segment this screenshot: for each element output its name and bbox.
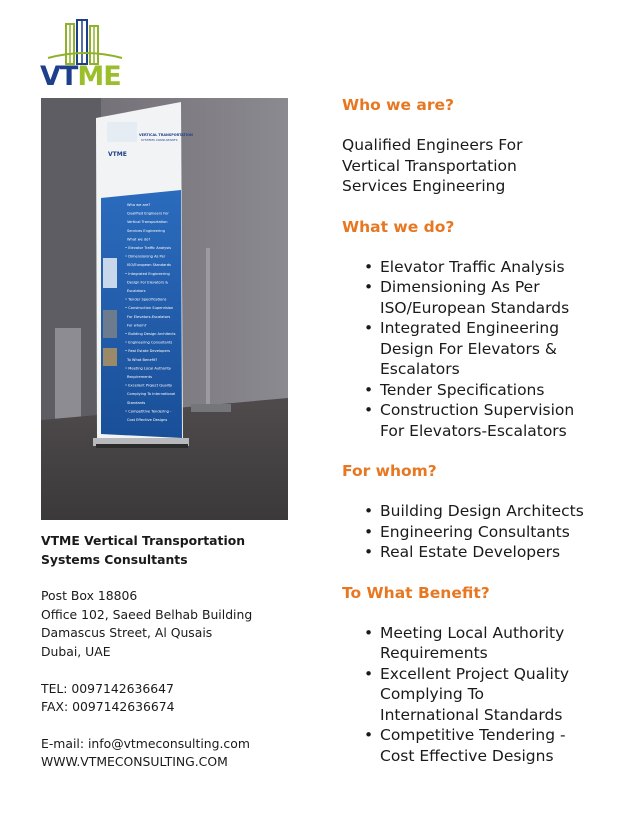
info-column bbox=[342, 95, 612, 766]
banner-text-line: Services Engineering bbox=[127, 228, 165, 233]
heading-whom: For whom? bbox=[342, 462, 437, 480]
banner-title-line2: SYSTEMS CONSULTANTS bbox=[141, 138, 178, 142]
banner-text-line: • Building Design Architects bbox=[125, 332, 176, 336]
address-line: Office 102, Saeed Belhab Building bbox=[41, 606, 253, 622]
list-item: • Engineering Consultants bbox=[342, 522, 612, 543]
vtme-logo bbox=[40, 18, 130, 92]
list-item: • Tender Specifications bbox=[342, 380, 612, 401]
fax: FAX: 0097142636674 bbox=[41, 699, 175, 715]
website-link[interactable]: WWW.VTMECONSULTING.COM bbox=[41, 754, 228, 770]
who-line: Services Engineering bbox=[342, 177, 506, 195]
banner-text-line: • Engineering Consultants bbox=[125, 340, 173, 345]
company-name-line1: VTME Vertical Transportation bbox=[41, 533, 246, 548]
banner-text-line: For Elevators-Escalators bbox=[127, 314, 171, 319]
list-item: • Construction Supervision For Elevators-Escalators bbox=[342, 400, 612, 441]
banner-text-line: • Tender Specifications bbox=[125, 297, 167, 302]
heading-what: What we do? bbox=[342, 217, 455, 236]
heading-benefit: To What Benefit? bbox=[342, 583, 490, 602]
logo-wordmark bbox=[40, 62, 130, 92]
banner-logo-text: VTME bbox=[108, 151, 127, 158]
logo-text-vt: VT bbox=[40, 61, 78, 92]
banner-text-line: For whom? bbox=[127, 323, 147, 328]
banner-text-line: To What Benefit? bbox=[127, 357, 158, 362]
banner-title-line1: VERTICAL TRANSPORTATION bbox=[139, 133, 193, 137]
banner-text-line: Who we are? bbox=[127, 203, 151, 207]
who-description bbox=[342, 135, 612, 197]
address-line: Damascus Street, Al Qusais bbox=[41, 625, 213, 641]
company-name-line2: Systems Consultants bbox=[41, 551, 188, 567]
list-item: • Competitive Tendering - Cost Effective Designs bbox=[342, 725, 612, 766]
banner-text-line: • Competitive Tendering - bbox=[125, 409, 172, 414]
address-line: Post Box 18806 bbox=[41, 588, 138, 604]
banner-text-line: Complying To International bbox=[127, 392, 176, 397]
banner-photo-image bbox=[41, 98, 288, 520]
banner-text-line: Standards bbox=[127, 400, 146, 405]
who-line: Vertical Transportation bbox=[342, 156, 517, 175]
list-item: • Elevator Traffic Analysis bbox=[342, 257, 612, 278]
what-list bbox=[342, 257, 612, 442]
banner-text-line: Cost Effective Designs bbox=[127, 418, 168, 422]
banner-photo bbox=[41, 98, 288, 520]
banner-text-line: Design For Elevators & bbox=[127, 280, 169, 285]
list-item: • Building Design Architects bbox=[342, 501, 612, 522]
list-item: • Dimensioning As Per ISO/European Standards bbox=[342, 277, 612, 318]
banner-text-line: • Elevator Traffic Analysis bbox=[125, 246, 172, 250]
banner-text-line: • Excellent Project Quality bbox=[125, 383, 173, 388]
banner-text-line: ISO/European Standards bbox=[127, 263, 171, 268]
logo-text-me: ME bbox=[77, 61, 121, 92]
banner-text-line: Vertical Transportation bbox=[127, 220, 168, 225]
list-item: • Meeting Local Authority Requirements bbox=[342, 623, 612, 664]
list-item: • Integrated Engineering Design For Elevators & Escalators bbox=[342, 318, 612, 380]
address-line: Dubai, UAE bbox=[41, 643, 111, 659]
list-item: • Real Estate Developers bbox=[342, 542, 612, 563]
banner-text-line: • Dimensioning As Per bbox=[125, 254, 166, 259]
whom-list bbox=[342, 501, 612, 563]
banner-text-line: Escalators bbox=[127, 289, 146, 293]
telephone: TEL: 0097142636647 bbox=[41, 680, 174, 696]
banner-text-line: Requirements bbox=[127, 375, 152, 379]
list-item: • Excellent Project Quality Complying To International Standards bbox=[342, 664, 612, 726]
banner-text-line: • Integrated Engineering bbox=[125, 271, 170, 276]
banner-text-line: What we do? bbox=[127, 237, 151, 242]
contact-block bbox=[41, 532, 311, 772]
banner-text-line: • Meeting Local Authority bbox=[125, 366, 171, 371]
benefit-list bbox=[342, 623, 612, 767]
banner-text-line: • Real Estate Developers bbox=[125, 349, 171, 354]
who-line: Qualified Engineers For bbox=[342, 136, 523, 154]
heading-who: Who we are? bbox=[342, 96, 455, 114]
banner-text-line: • Construction Supervision bbox=[125, 306, 174, 311]
banner-text-line: Qualified Engineers For bbox=[127, 211, 169, 216]
email-link[interactable]: E-mail: info@vtmeconsulting.com bbox=[41, 735, 250, 751]
